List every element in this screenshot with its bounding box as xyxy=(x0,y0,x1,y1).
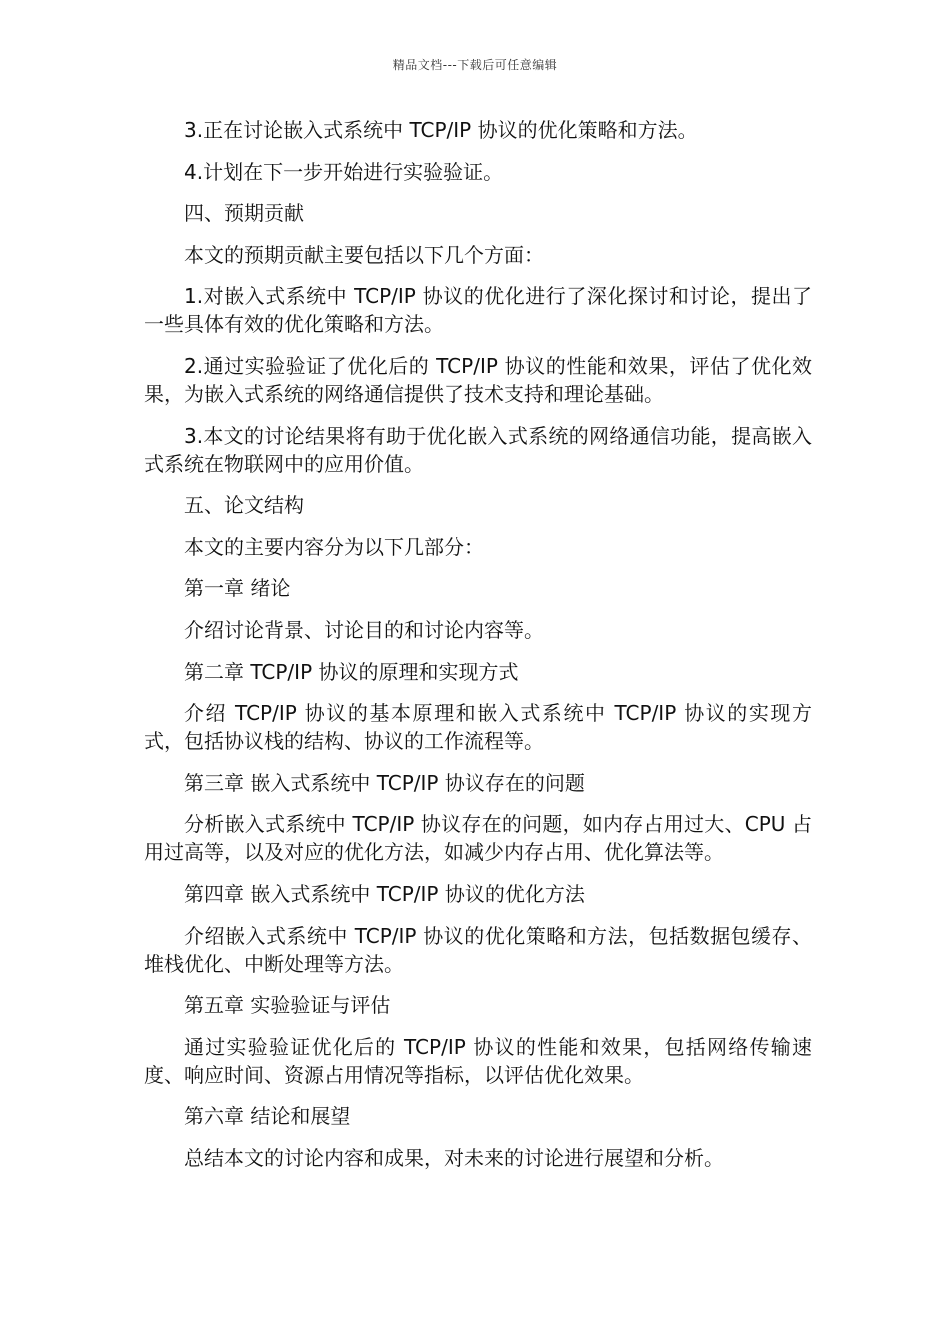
chapter-6-title: 第六章 结论和展望 xyxy=(184,1104,351,1129)
contribution-item-2: 2.通过实验验证了优化后的 TCP/IP 协议的性能和效果，评估了优化效果，为嵌入式系统的网络通信提供了技术支持和理论基础。 xyxy=(144,353,812,406)
page-header: 精品文档---下载后可任意编辑 xyxy=(392,58,558,72)
section-heading-expected-contributions: 四、预期贡献 xyxy=(184,201,304,226)
chapter-5-desc: 通过实验验证优化后的 TCP/IP 协议的性能和效果，包括网络传输速度、响应时间、资源占用情况等指标，以评估优化效果。 xyxy=(144,1034,812,1087)
section-heading-paper-structure: 五、论文结构 xyxy=(184,493,304,518)
chapter-5-title: 第五章 实验验证与评估 xyxy=(184,993,391,1018)
list-item-4: 4.计划在下一步开始进行实验验证。 xyxy=(184,159,504,184)
contribution-item-3: 3.本文的讨论结果将有助于优化嵌入式系统的网络通信功能，提高嵌入式系统在物联网中的应用价值。 xyxy=(144,423,812,476)
chapter-3-title: 第三章 嵌入式系统中 TCP/IP 协议存在的问题 xyxy=(184,770,585,795)
list-item-3: 3.正在讨论嵌入式系统中 TCP/IP 协议的优化策略和方法。 xyxy=(184,118,698,142)
chapter-4-desc: 介绍嵌入式系统中 TCP/IP 协议的优化策略和方法，包括数据包缓存、堆栈优化、中断处理等方法。 xyxy=(144,923,812,976)
contributions-intro: 本文的预期贡献主要包括以下几个方面： xyxy=(184,242,544,267)
chapter-1-desc: 介绍讨论背景、讨论目的和讨论内容等。 xyxy=(184,617,544,642)
chapter-2-desc: 介绍 TCP/IP 协议的基本原理和嵌入式系统中 TCP/IP 协议的实现方式，包括协议栈的结构、协议的工作流程等。 xyxy=(144,701,812,754)
chapter-2-title: 第二章 TCP/IP 协议的原理和实现方式 xyxy=(184,659,519,684)
structure-intro: 本文的主要内容分为以下几部分： xyxy=(184,534,484,559)
chapter-6-desc: 总结本文的讨论内容和成果，对未来的讨论进行展望和分析。 xyxy=(184,1145,724,1170)
contribution-item-1: 1.对嵌入式系统中 TCP/IP 协议的优化进行了深化探讨和讨论，提出了一些具体有效的优化策略和方法。 xyxy=(144,284,812,337)
document-body xyxy=(144,116,812,1185)
chapter-4-title: 第四章 嵌入式系统中 TCP/IP 协议的优化方法 xyxy=(184,881,585,906)
chapter-3-desc: 分析嵌入式系统中 TCP/IP 协议存在的问题，如内存占用过大、CPU 占用过高等，以及对应的优化方法，如减少内存占用、优化算法等。 xyxy=(144,812,812,865)
chapter-1-title: 第一章 绪论 xyxy=(184,576,291,601)
